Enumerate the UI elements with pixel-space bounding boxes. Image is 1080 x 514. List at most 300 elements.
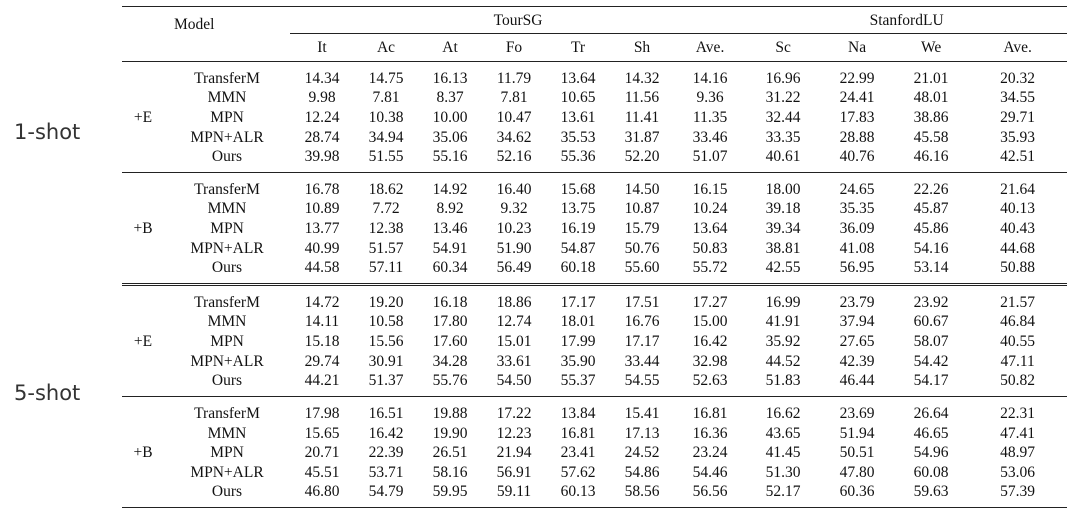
score-cell: 35.53: [560, 128, 596, 146]
score-cell: 15.01: [496, 333, 532, 351]
score-cell: 50.83: [692, 239, 728, 257]
source-stanfordlu-header: StanfordLU: [746, 7, 1067, 34]
table-row: [122, 463, 1067, 483]
score-cell: 51.57: [368, 239, 404, 257]
score-cell: 32.44: [765, 109, 801, 127]
score-cell: 51.37: [368, 372, 404, 390]
score-cell: 18.62: [354, 173, 418, 200]
score-cell: 29.71: [1000, 109, 1036, 127]
score-cell: 9.98: [308, 89, 336, 107]
shot-label-5: 5-shot: [14, 381, 81, 405]
score-cell: 45.86: [913, 220, 949, 238]
score-cell: 11.79: [496, 70, 532, 87]
score-cell: 56.91: [496, 463, 532, 481]
score-cell: 16.19: [560, 220, 596, 238]
score-cell: 55.37: [560, 372, 596, 390]
score-cell: 54.79: [354, 482, 418, 508]
score-cell: 56.95: [839, 259, 875, 277]
score-cell: 13.61: [560, 109, 596, 127]
score-cell: 7.72: [372, 200, 400, 218]
group-label: [122, 371, 164, 397]
score-cell: 14.11: [304, 313, 340, 331]
score-cell: 35.06: [432, 128, 468, 146]
model-name: MPN+ALR: [190, 128, 264, 146]
score-cell: 51.90: [496, 239, 532, 257]
model-name: MPN: [210, 220, 244, 238]
table-row: [122, 147, 1067, 173]
score-cell: 10.47: [496, 109, 532, 127]
score-cell: 51.07: [692, 148, 728, 166]
score-cell: 54.17: [913, 372, 949, 390]
score-cell: 10.87: [624, 200, 660, 218]
score-cell: 24.41: [839, 89, 875, 107]
score-cell: 55.60: [624, 259, 660, 277]
score-cell: 26.64: [894, 397, 968, 424]
score-cell: 16.96: [765, 70, 801, 87]
group-label: [122, 312, 164, 332]
table-body: [122, 62, 1067, 508]
score-cell: 35.90: [560, 352, 596, 370]
score-cell: 17.17: [624, 333, 660, 351]
score-cell: 13.84: [546, 397, 610, 424]
score-cell: 41.45: [765, 444, 801, 462]
score-cell: 54.50: [496, 372, 532, 390]
score-cell: 15.68: [546, 173, 610, 200]
score-cell: 54.16: [913, 239, 949, 257]
column-header: Sh: [610, 34, 674, 62]
score-cell: 51.94: [839, 424, 875, 442]
score-cell: 39.98: [304, 148, 340, 166]
score-cell: 17.98: [290, 397, 354, 424]
score-cell: 59.95: [418, 482, 482, 508]
score-cell: 21.94: [496, 444, 532, 462]
score-cell: 18.01: [560, 313, 596, 331]
model-name: MMN: [207, 89, 247, 107]
group-label: [122, 423, 164, 443]
group-label: [122, 173, 164, 200]
group-label: [122, 147, 164, 173]
score-cell: 28.74: [304, 128, 340, 146]
score-cell: 22.26: [894, 173, 968, 200]
score-cell: 20.71: [304, 444, 340, 462]
score-cell: 14.32: [624, 70, 660, 87]
score-cell: 41.08: [839, 239, 875, 257]
score-cell: 55.76: [432, 372, 468, 390]
score-cell: 19.20: [354, 285, 418, 313]
score-cell: 60.18: [560, 259, 596, 277]
score-cell: 50.88: [1000, 259, 1036, 277]
score-cell: 16.81: [560, 424, 596, 442]
score-cell: 52.63: [692, 372, 728, 390]
header-row-sources: [122, 7, 1067, 34]
score-cell: 47.41: [1000, 424, 1036, 442]
score-cell: 14.75: [368, 70, 404, 87]
score-cell: 42.55: [765, 259, 801, 277]
score-cell: 23.24: [692, 444, 728, 462]
model-name: MPN+ALR: [190, 463, 264, 481]
score-cell: 14.72: [290, 285, 354, 313]
group-label: [122, 258, 164, 285]
column-header: Sc: [746, 34, 820, 62]
score-cell: 10.00: [432, 109, 468, 127]
score-cell: 22.99: [839, 70, 875, 87]
table-row: [122, 352, 1067, 372]
score-cell: 54.42: [913, 352, 949, 370]
model-name: MPN+ALR: [190, 239, 264, 257]
score-cell: 12.24: [304, 109, 340, 127]
score-cell: 60.34: [432, 259, 468, 277]
score-cell: 13.64: [692, 220, 728, 238]
score-cell: 37.94: [839, 313, 875, 331]
score-cell: 28.88: [839, 128, 875, 146]
score-cell: 46.44: [839, 372, 875, 390]
column-header: Na: [820, 34, 894, 62]
group-label: [122, 88, 164, 108]
score-cell: 58.56: [610, 482, 674, 508]
table-row: [122, 199, 1067, 219]
column-header: Ave.: [968, 34, 1067, 62]
score-cell: 34.28: [432, 352, 468, 370]
column-header: It: [290, 34, 354, 62]
score-cell: 44.58: [304, 259, 340, 277]
score-cell: 60.36: [820, 482, 894, 508]
score-cell: 16.81: [674, 397, 746, 424]
table-row: [122, 62, 1067, 89]
score-cell: 60.08: [913, 463, 949, 481]
score-cell: 60.67: [913, 313, 949, 331]
score-cell: 55.72: [692, 259, 728, 277]
score-cell: 59.63: [894, 482, 968, 508]
table-row: [122, 173, 1067, 200]
score-cell: 56.56: [674, 482, 746, 508]
score-cell: 10.24: [692, 200, 728, 218]
score-cell: 18.86: [482, 285, 546, 313]
score-cell: 39.34: [765, 220, 801, 238]
score-cell: 13.64: [560, 70, 596, 87]
table-row: [122, 127, 1067, 147]
group-label: +B: [133, 444, 153, 462]
table-row: [122, 108, 1067, 128]
column-header: At: [418, 34, 482, 62]
table-row: [122, 258, 1067, 285]
score-cell: 46.65: [913, 424, 949, 442]
score-cell: 30.91: [368, 352, 404, 370]
score-cell: 40.76: [839, 148, 875, 166]
score-cell: 55.16: [432, 148, 468, 166]
score-cell: 33.61: [496, 352, 532, 370]
model-name: MMN: [207, 313, 247, 331]
model-name: Ours: [164, 482, 290, 508]
score-cell: 16.76: [624, 313, 660, 331]
score-cell: 33.44: [624, 352, 660, 370]
score-cell: 14.92: [418, 173, 482, 200]
score-cell: 43.65: [765, 424, 801, 442]
score-cell: 14.50: [610, 173, 674, 200]
score-cell: 54.91: [432, 239, 468, 257]
group-label: [122, 463, 164, 483]
score-cell: 21.57: [968, 285, 1067, 313]
score-cell: 17.80: [432, 313, 468, 331]
column-header: Ac: [354, 34, 418, 62]
score-cell: 14.16: [692, 70, 728, 87]
model-name: MMN: [207, 424, 247, 442]
score-cell: 33.35: [765, 128, 801, 146]
score-cell: 12.38: [368, 220, 404, 238]
model-name: TransferM: [164, 285, 290, 313]
results-table: [122, 6, 1067, 508]
score-cell: 10.89: [304, 200, 340, 218]
score-cell: 12.74: [496, 313, 532, 331]
model-name: MPN: [210, 109, 244, 127]
score-cell: 13.46: [432, 220, 468, 238]
model-name: MMN: [207, 200, 247, 218]
score-cell: 23.41: [560, 444, 596, 462]
score-cell: 52.20: [624, 148, 660, 166]
group-label: [122, 62, 164, 89]
score-cell: 53.71: [368, 463, 404, 481]
table-row: [122, 443, 1067, 463]
score-cell: 39.18: [765, 200, 801, 218]
score-cell: 17.27: [674, 285, 746, 313]
score-cell: 44.52: [765, 352, 801, 370]
score-cell: 35.92: [765, 333, 801, 351]
score-cell: 52.17: [746, 482, 820, 508]
score-cell: 8.37: [436, 89, 464, 107]
score-cell: 31.87: [624, 128, 660, 146]
score-cell: 10.23: [496, 220, 532, 238]
score-cell: 19.88: [418, 397, 482, 424]
column-header: We: [894, 34, 968, 62]
group-label: [122, 482, 164, 508]
score-cell: 16.42: [368, 424, 404, 442]
column-header: Ave.: [674, 34, 746, 62]
score-cell: 56.49: [496, 259, 532, 277]
score-cell: 8.92: [436, 200, 464, 218]
score-cell: 51.55: [368, 148, 404, 166]
score-cell: 58.16: [432, 463, 468, 481]
score-cell: 26.51: [432, 444, 468, 462]
score-cell: 17.22: [482, 397, 546, 424]
corner-cell: [122, 7, 164, 34]
score-cell: 38.81: [765, 239, 801, 257]
score-cell: 32.98: [692, 352, 728, 370]
score-cell: 47.80: [839, 463, 875, 481]
score-cell: 10.58: [368, 313, 404, 331]
score-cell: 16.62: [746, 397, 820, 424]
score-cell: 50.82: [1000, 372, 1036, 390]
score-cell: 12.23: [496, 424, 532, 442]
score-cell: 21.01: [913, 70, 949, 87]
model-name: TransferM: [194, 70, 260, 87]
model-name: Ours: [211, 148, 243, 166]
score-cell: 40.13: [1000, 200, 1036, 218]
score-cell: 11.56: [624, 89, 660, 107]
score-cell: 29.74: [304, 352, 340, 370]
score-cell: 45.87: [913, 200, 949, 218]
score-cell: 15.18: [304, 333, 340, 351]
score-cell: 20.32: [1000, 70, 1036, 87]
score-cell: 42.51: [1000, 148, 1036, 166]
score-cell: 42.39: [839, 352, 875, 370]
score-cell: 17.99: [560, 333, 596, 351]
score-cell: 40.99: [304, 239, 340, 257]
score-cell: 19.90: [432, 424, 468, 442]
score-cell: 50.51: [839, 444, 875, 462]
model-name: TransferM: [164, 397, 290, 424]
score-cell: 54.86: [624, 463, 660, 481]
score-cell: 53.06: [1000, 463, 1036, 481]
score-cell: 48.01: [913, 89, 949, 107]
score-cell: 11.41: [624, 109, 660, 127]
table-row: [122, 397, 1067, 424]
score-cell: 57.62: [560, 463, 596, 481]
table-row: [122, 482, 1067, 508]
score-cell: 45.51: [304, 463, 340, 481]
score-cell: 7.81: [500, 89, 528, 107]
model-name: MPN+ALR: [190, 352, 264, 370]
group-label: +B: [133, 220, 153, 238]
table-row: [122, 285, 1067, 313]
score-cell: 9.32: [500, 200, 528, 218]
score-cell: 57.39: [968, 482, 1067, 508]
score-cell: 35.35: [839, 200, 875, 218]
score-cell: 10.38: [368, 109, 404, 127]
model-name: MPN: [210, 333, 244, 351]
score-cell: 59.11: [482, 482, 546, 508]
table-row: [122, 312, 1067, 332]
score-cell: 16.15: [674, 173, 746, 200]
score-cell: 54.55: [624, 372, 660, 390]
score-cell: 16.99: [746, 285, 820, 313]
score-cell: 47.11: [1000, 352, 1035, 370]
score-cell: 41.91: [765, 313, 801, 331]
model-name: Ours: [211, 259, 243, 277]
score-cell: 16.51: [354, 397, 418, 424]
score-cell: 17.13: [624, 424, 660, 442]
group-label: [122, 238, 164, 258]
score-cell: 17.83: [839, 109, 875, 127]
group-label: [122, 285, 164, 313]
score-cell: 17.17: [546, 285, 610, 313]
score-cell: 16.18: [418, 285, 482, 313]
score-cell: 13.75: [560, 200, 596, 218]
score-cell: 40.61: [765, 148, 801, 166]
score-cell: 31.22: [765, 89, 801, 107]
score-cell: 16.78: [290, 173, 354, 200]
score-cell: 34.62: [496, 128, 532, 146]
column-header: Fo: [482, 34, 546, 62]
model-name: Ours: [211, 372, 243, 390]
table-row: [122, 238, 1067, 258]
score-cell: 46.16: [913, 148, 949, 166]
score-cell: 17.60: [432, 333, 468, 351]
score-cell: 13.77: [304, 220, 340, 238]
score-cell: 46.80: [290, 482, 354, 508]
score-cell: 58.07: [913, 333, 949, 351]
score-cell: 23.69: [820, 397, 894, 424]
score-cell: 54.46: [692, 463, 728, 481]
group-label: +E: [133, 109, 153, 127]
source-toursg-header: TourSG: [290, 7, 746, 34]
score-cell: 18.00: [746, 173, 820, 200]
score-cell: 22.39: [368, 444, 404, 462]
group-label: [122, 352, 164, 372]
table-row: [122, 423, 1067, 443]
score-cell: 50.76: [624, 239, 660, 257]
score-cell: 7.81: [372, 89, 400, 107]
score-cell: 22.31: [968, 397, 1067, 424]
score-cell: 16.36: [692, 424, 728, 442]
score-cell: 40.55: [1000, 333, 1036, 351]
score-cell: 34.94: [368, 128, 404, 146]
score-cell: 35.93: [1000, 128, 1036, 146]
score-cell: 27.65: [839, 333, 875, 351]
score-cell: 15.56: [368, 333, 404, 351]
score-cell: 24.65: [820, 173, 894, 200]
score-cell: 60.13: [546, 482, 610, 508]
table-row: [122, 371, 1067, 397]
score-cell: 57.11: [368, 259, 404, 277]
score-cell: 45.58: [913, 128, 949, 146]
corner-cell-2: [122, 34, 164, 62]
score-cell: 15.00: [692, 313, 728, 331]
score-cell: 9.36: [696, 89, 724, 107]
score-cell: 16.40: [482, 173, 546, 200]
score-cell: 36.09: [839, 220, 875, 238]
score-cell: 15.41: [610, 397, 674, 424]
score-cell: 16.13: [432, 70, 468, 87]
column-header: Tr: [546, 34, 610, 62]
score-cell: 44.21: [304, 372, 340, 390]
table-row: [122, 332, 1067, 352]
table-row: [122, 219, 1067, 239]
score-cell: 53.14: [913, 259, 949, 277]
score-cell: 15.65: [304, 424, 340, 442]
score-cell: 54.96: [913, 444, 949, 462]
score-cell: 51.83: [765, 372, 801, 390]
score-cell: 21.64: [968, 173, 1067, 200]
group-label: [122, 127, 164, 147]
score-cell: 24.52: [624, 444, 660, 462]
score-cell: 38.86: [913, 109, 949, 127]
score-cell: 15.79: [624, 220, 660, 238]
score-cell: 14.34: [304, 70, 340, 87]
score-cell: 46.84: [1000, 313, 1036, 331]
shot-label-1: 1-shot: [14, 120, 81, 144]
score-cell: 44.68: [1000, 239, 1036, 257]
group-label: +E: [133, 333, 153, 351]
score-cell: 54.87: [560, 239, 596, 257]
group-label: [122, 397, 164, 424]
score-cell: 40.43: [1000, 220, 1036, 238]
score-cell: 10.65: [560, 89, 596, 107]
model-header: Model: [164, 7, 290, 62]
score-cell: 16.42: [692, 333, 728, 351]
score-cell: 17.51: [610, 285, 674, 313]
model-name: MPN: [210, 444, 244, 462]
score-cell: 33.46: [692, 128, 728, 146]
score-cell: 52.16: [496, 148, 532, 166]
score-cell: 55.36: [560, 148, 596, 166]
group-label: [122, 199, 164, 219]
score-cell: 34.55: [1000, 89, 1036, 107]
score-cell: 11.35: [692, 109, 728, 127]
table-row: [122, 88, 1067, 108]
score-cell: 23.79: [820, 285, 894, 313]
model-name: TransferM: [164, 173, 290, 200]
score-cell: 23.92: [894, 285, 968, 313]
score-cell: 51.30: [765, 463, 801, 481]
